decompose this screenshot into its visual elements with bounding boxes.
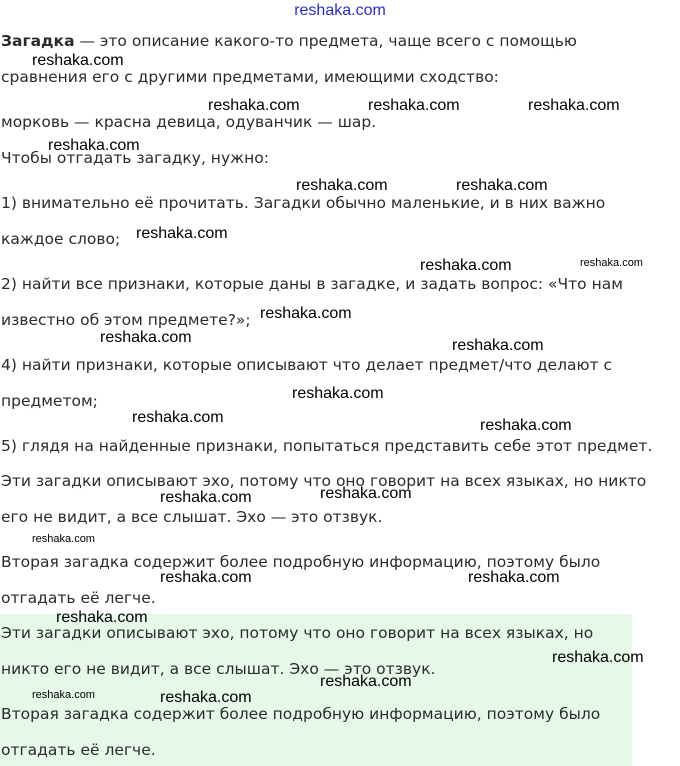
definition-line-1 xyxy=(1,32,577,50)
answer-line-2: его не видит, а все слышат. Эхо — это отзвук. xyxy=(1,508,383,526)
watermark: reshaka.com xyxy=(132,409,224,426)
answer-line-4: отгадать её легче. xyxy=(1,589,156,607)
watermark: reshaka.com xyxy=(320,673,412,690)
watermark: reshaka.com xyxy=(468,569,560,586)
watermark: reshaka.com xyxy=(208,97,300,114)
watermark: reshaka.com xyxy=(160,569,252,586)
step-5: 5) глядя на найденные признаки, попытаться представить себе этот предмет. xyxy=(1,437,653,455)
watermark: reshaka.com xyxy=(32,533,95,545)
step-4-line-1: 4) найти признаки, которые описывают что делает предмет/что делают с xyxy=(1,356,613,374)
definition-line-2: сравнения его с другими предметами, имеющими сходство: xyxy=(1,68,499,86)
step-4-line-2: предметом; xyxy=(1,392,98,410)
watermark: reshaka.com xyxy=(136,225,228,242)
step-1-line-2: каждое слово; xyxy=(1,230,121,248)
watermark: reshaka.com xyxy=(320,485,412,502)
watermark: reshaka.com xyxy=(100,329,192,346)
watermark: reshaka.com xyxy=(296,177,388,194)
how-to-heading: Чтобы отгадать загадку, нужно: xyxy=(1,149,269,167)
step-2-line-2: известно об этом предмете?»; xyxy=(1,311,251,329)
watermark: reshaka.com xyxy=(160,689,252,706)
answer-line-3: Вторая загадка содержит более подробную информацию, поэтому было xyxy=(1,553,601,571)
watermark: reshaka.com xyxy=(528,97,620,114)
watermark: reshaka.com xyxy=(56,609,148,626)
watermark: reshaka.com xyxy=(452,337,544,354)
watermark: reshaka.com xyxy=(32,52,124,69)
highlighted-answer-line-3: Вторая загадка содержит более подробную информацию, поэтому было xyxy=(1,705,601,723)
step-1-line-1: 1) внимательно её прочитать. Загадки обычно маленькие, и в них важно xyxy=(1,194,606,212)
definition-term: Загадка xyxy=(1,32,75,50)
watermark: reshaka.com xyxy=(420,257,512,274)
watermark: reshaka.com xyxy=(552,649,644,666)
step-2-line-1: 2) найти все признаки, которые даны в загадке, и задать вопрос: «Что нам xyxy=(1,275,623,293)
watermark: reshaka.com xyxy=(580,257,643,269)
watermark: reshaka.com xyxy=(292,385,384,402)
highlighted-answer-line-2: никто его не видит, а все слышат. Эхо — это отзвук. xyxy=(1,660,436,678)
highlighted-answer-line-1: Эти загадки описывают эхо, потому что оно говорит на всех языках, но xyxy=(1,624,594,642)
watermark: reshaka.com xyxy=(456,177,548,194)
site-header-link[interactable]: reshaka.com xyxy=(294,2,386,19)
highlighted-answer-line-4: отгадать её легче. xyxy=(1,741,156,759)
watermark: reshaka.com xyxy=(480,417,572,434)
watermark: reshaka.com xyxy=(32,689,95,701)
watermark: reshaka.com xyxy=(368,97,460,114)
definition-line-3: морковь — красна девица, одуванчик — шар. xyxy=(1,113,377,131)
answer-line-1: Эти загадки описывают эхо, потому что оно говорит на всех языках, но никто xyxy=(1,472,647,490)
watermark: reshaka.com xyxy=(160,489,252,506)
watermark: reshaka.com xyxy=(48,137,140,154)
definition-text: — это описание какого-то предмета, чаще всего с помощью xyxy=(74,32,577,50)
watermark: reshaka.com xyxy=(260,305,352,322)
